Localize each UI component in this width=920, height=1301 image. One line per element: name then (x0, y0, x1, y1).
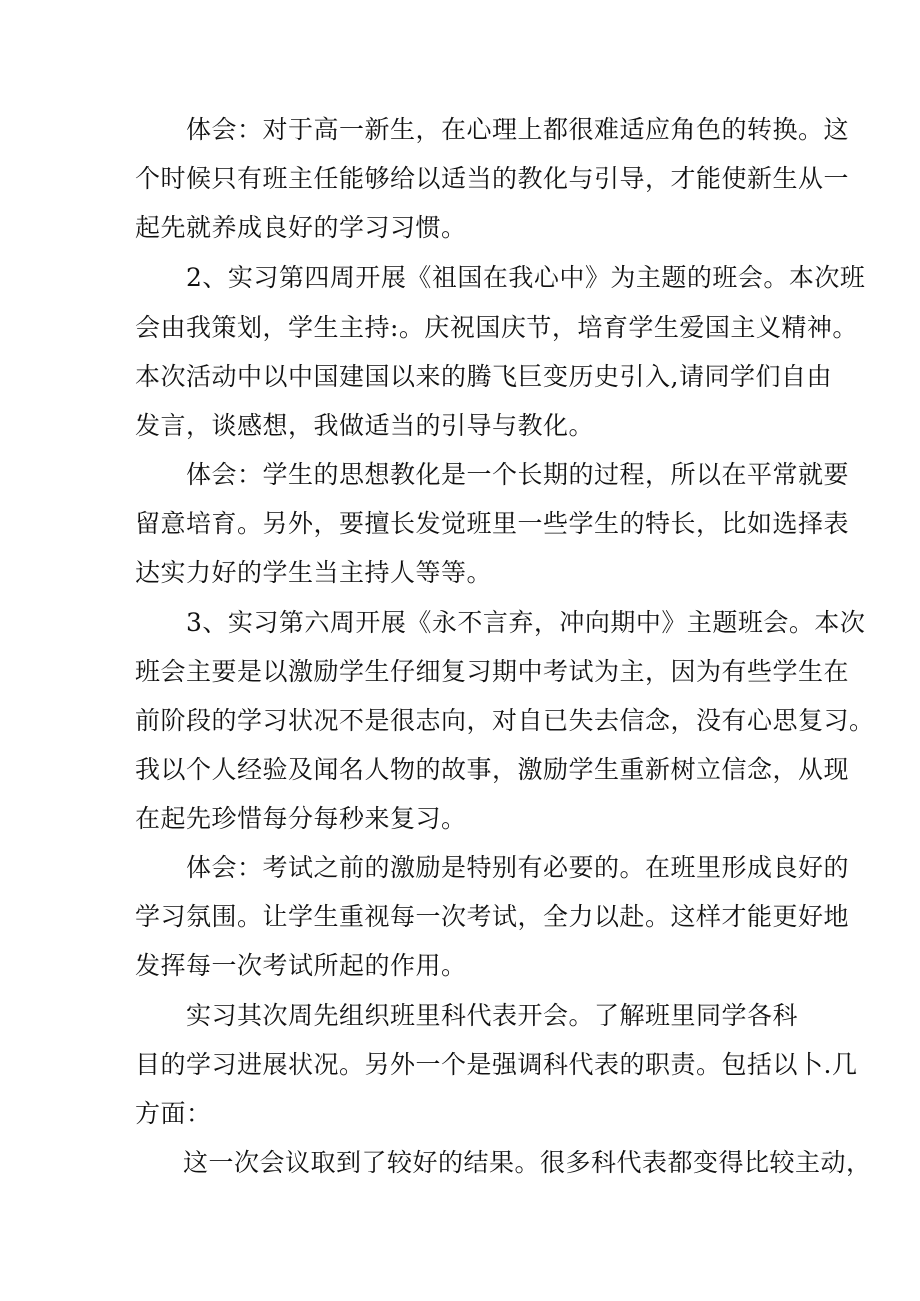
text-line-13: 前阶段的学习状况不是很志向，对自已失去信念，没有心思复习。 (135, 706, 875, 735)
text-line-12: 班会主要是以激励学生仔细复习期中考试为主，因为有些学生在 (135, 657, 850, 686)
text-line-9: 留意培育。另外，要擅长发觉班里一些学生的特长，比如选择表 (135, 509, 850, 538)
text-line-15: 在起先珍惜每分每秒来复习。 (135, 804, 467, 833)
text-line-14: 我以个人经验及闻名人物的故事，激励学生重新树立信念，从现 (135, 755, 850, 784)
text-line-17: 学习氛围。让学生重视每一次考试，全力以赴。这样才能更好地 (135, 902, 850, 931)
text-line-16: 体会：考试之前的激励是特别有必要的。在班里形成良好的 (186, 853, 850, 882)
text-line-6: 本次活动中以中国建国以来的腾飞巨变历史引入,请同学们自由 (135, 362, 832, 391)
text-line-11: 3、实习第六周开展《永不言弃，冲向期中》主题班会。本次 (186, 608, 866, 637)
text-line-4: 2、实习第四周开展《祖国在我心中》为主题的班会。本次班 (186, 263, 866, 292)
text-line-1: 体会：对于高一新生，在心理上都很难适应角色的转换。这 (186, 115, 850, 144)
text-line-18: 发挥每一次考试所起的作用。 (135, 951, 467, 980)
text-line-7: 发言，谈感想，我做适当的引导与教化。 (135, 411, 595, 440)
text-line-19: 实习其次周先组织班里科代表开会。了解班里同学各科 (186, 1001, 799, 1030)
text-line-22: 这一次会议取到了较好的结果。很多科代表都变得比较主动， (183, 1148, 872, 1177)
text-line-3: 起先就养成良好的学习习惯。 (135, 213, 467, 242)
text-line-2: 个时候只有班主任能够给以适当的教化与引导，才能使新生从一 (135, 164, 850, 193)
text-line-8: 体会：学生的思想教化是一个长期的过程，所以在平常就要 (186, 460, 850, 489)
text-line-20: 目的学习进展状况。另外一个是强调科代表的职责。包括以卜.几 (135, 1050, 858, 1079)
text-line-5: 会由我策划，学生主持:。庆祝国庆节，培育学生爱国主义精神。 (135, 313, 858, 342)
text-line-10: 达实力好的学生当主持人等等。 (135, 558, 493, 587)
text-line-21: 方面： (135, 1099, 212, 1128)
